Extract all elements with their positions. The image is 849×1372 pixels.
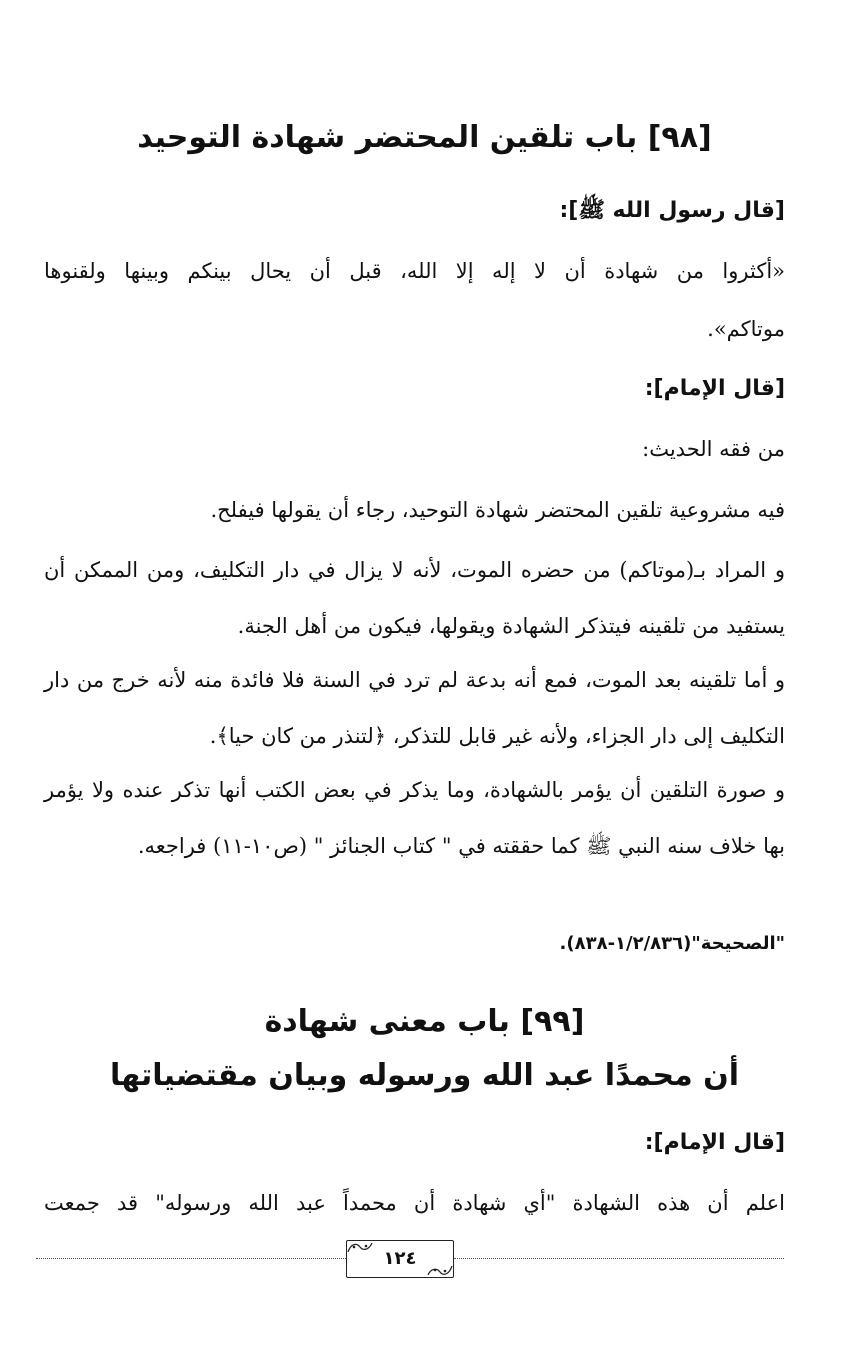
imam-label-2: [قال الإمام]:	[644, 1130, 785, 1155]
footer-dotted-rule-left	[36, 1258, 346, 1259]
paragraph-2: و المراد بـ(موتاكم) من حضره الموت، لأنه لا يزال في دار التكليف، ومن الممكن أن يستفيد من تلقينه فيتذكر الشهادة ويقولها، فيكون من أهل الجنة.	[44, 558, 785, 638]
hadith-line-2: موتاكم».	[707, 317, 785, 341]
source-citation: "الصحيحة"(١/٢/٨٣٦-٨٣٨).	[559, 933, 785, 954]
ornament-icon	[347, 1241, 373, 1253]
footer-dotted-rule-right	[454, 1258, 784, 1259]
paragraph-1: فيه مشروعية تلقين المحتضر شهادة التوحيد، رجاء أن يقولها فيفلح.	[210, 498, 785, 522]
paragraph-4: و صورة التلقين أن يؤمر بالشهادة، وما يذكر في بعض الكتب أنها تذكر عنده ولا يؤمر بها خلاف سنه النبي ﷺ كما حققته في " كتاب الجنائز " (ص١٠-١١) فراجعه.	[44, 778, 785, 858]
section-98-heading: [٩٨] باب تلقين المحتضر شهادة التوحيد	[137, 120, 712, 155]
paragraph-3: و أما تلقينه بعد الموت، فمع أنه بدعة لم ترد في السنة فلا فائدة منه لأنه خرج من دار التكليف إلى دار الجزاء، ولأنه غير قابل للتذكر، ﴿لتنذر من كان حيا﴾.	[44, 668, 785, 748]
page-number: ١٢٤	[383, 1248, 417, 1269]
ornament-icon	[427, 1265, 453, 1277]
page-number-frame	[346, 1240, 454, 1278]
fiqh-label: من فقه الحديث:	[642, 437, 785, 461]
section-99-paragraph-1: اعلم أن هذه الشهادة "أي شهادة أن محمداً عبد الله ورسوله" قد جمعت	[44, 1191, 785, 1215]
section-99-heading-line-2: أن محمدًا عبد الله ورسوله وبيان مقتضياتها	[109, 1058, 740, 1093]
prophet-saying-label: [قال رسول الله ﷺ]:	[559, 198, 785, 223]
hadith-line-1: «أكثروا من شهادة أن لا إله إلا الله، قبل أن يحال بينكم وبينها ولقنوها	[44, 259, 785, 283]
imam-label: [قال الإمام]:	[644, 376, 785, 401]
section-99-heading-line-1: [٩٩] باب معنى شهادة	[264, 1004, 585, 1039]
